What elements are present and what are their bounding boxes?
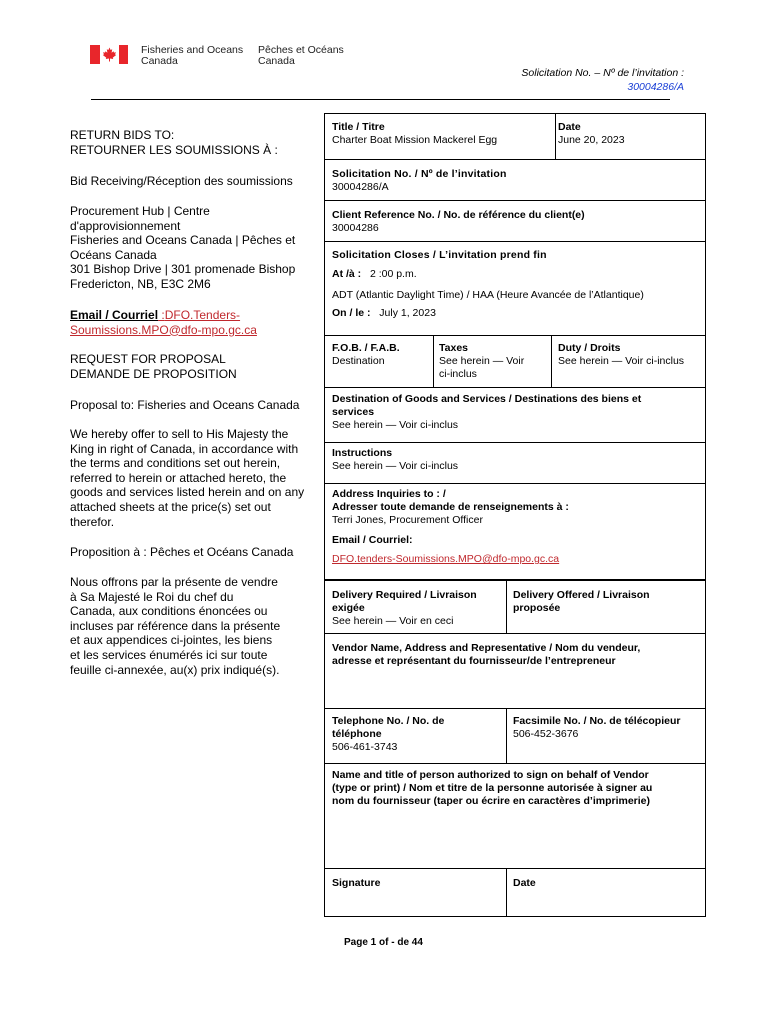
delivery-required-field: Delivery Required / Livraison exigée See herein — Voir en ceci (332, 589, 477, 627)
inquiries-email-link[interactable]: DFO.tenders-Soumissions.MPO@dfo-mpo.gc.ca (332, 553, 560, 566)
return-bids-heading: RETURN BIDS TO: RETOURNER LES SOUMISSIONS À : (70, 128, 278, 157)
fob-field: F.O.B. / F.A.B. Destination (332, 342, 400, 367)
vendor-name-field[interactable]: Vendor Name, Address and Representative / Nom du vendeur, adresse et représentant du fournisseur/de l’entrepreneur (332, 642, 641, 667)
authorized-signer-field[interactable]: Name and title of person authorized to sign on behalf of Vendor (type or print) / Nom et titre de la personne autorisée à signer au nom du fournisseur (taper ou écrire en caractères d’imprimerie) (332, 769, 653, 807)
delivery-offered-field[interactable]: Delivery Offered / Livraison proposée (513, 589, 650, 614)
maple-leaf-icon (102, 47, 117, 62)
telephone-value: 506-461-3743 (332, 740, 398, 753)
duty-field: Duty / Droits See herein — Voir ci-inclus (558, 342, 685, 367)
email-link-cont[interactable]: Soumissions.MPO@dfo-mpo.gc.ca (70, 322, 257, 337)
offer-text-fr: Nous offrons par la présente de vendre à Sa Majesté le Roi du chef du Canada, aux conditions énoncées ou incluses par référence dans la présente et aux appendices ci-jointes, les biens et les services énumérés ici sur toute feuille ci-annexée, au(x) prix indiqué(s). (70, 575, 281, 677)
date-value: June 20, 2023 (558, 133, 625, 146)
proposition-to: Proposition à : Pêches et Océans Canada (70, 545, 294, 559)
closing-time: 2 :00 p.m. (369, 267, 417, 280)
destination-field: Destination of Goods and Services / Destinations des biens et services See herein — Voir ci-inclus (332, 393, 642, 431)
return-address: Procurement Hub | Centre d'approvisionnement Fisheries and Oceans Canada | Pêches et Océans Canada 301 Bishop Drive | 301 promenade Bishop Fredericton, NB, E3C 2M6 (70, 204, 296, 291)
instructions-field: Instructions See herein — Voir ci-inclus (332, 447, 459, 472)
signature-date-field[interactable]: Date (513, 877, 536, 889)
closing-date: July 1, 2023 (379, 307, 436, 320)
taxes-field: Taxes See herein — Voir ci-inclus (439, 342, 525, 380)
inquiries-contact: Terri Jones, Procurement Officer (332, 513, 483, 526)
email-link[interactable]: DFO.Tenders- (164, 308, 241, 322)
solicitation-number-field: Solicitation No. / Nº de l’invitation 30004286/A (332, 168, 507, 193)
solicitation-header: Solicitation No. – Nº de l’invitation : 30004286/A (521, 67, 684, 93)
closing-timezone: ADT (Atlantic Daylight Time) / HAA (Heure Avancée de l’Atlantique) (332, 288, 644, 301)
header-divider (91, 99, 670, 100)
solicitation-header-number: 30004286/A (627, 81, 684, 93)
page-number: Page 1 of - de 44 (344, 937, 423, 948)
rfp-heading: REQUEST FOR PROPOSAL DEMANDE DE PROPOSITION (70, 352, 237, 381)
bid-receiving: Bid Receiving/Réception des soumissions (70, 174, 293, 188)
proposal-to: Proposal to: Fisheries and Oceans Canada (70, 398, 300, 412)
client-reference-field: Client Reference No. / No. de référence du client(e) 30004286 (332, 209, 585, 234)
canada-flag-logo (90, 45, 128, 64)
inquiries-field: Address Inquiries to : / Adresser toute demande de renseignements à : Terri Jones, Procurement Officer Email / Courriel: DFO.tenders-Soumissions.MPO@dfo-mpo.gc.ca (332, 488, 569, 566)
closing-field: Solicitation Closes / L’invitation prend fin At /à : 2 :00 p.m. ADT (Atlantic Daylight Time) / HAA (Heure Avancée de l’Atlantique) On / le : July 1, 2023 (332, 249, 644, 320)
email-label: Email / Courriel (70, 308, 159, 322)
title-value: Charter Boat Mission Mackerel Egg (332, 133, 498, 146)
return-email: Email / Courriel :DFO.Tenders- Soumissions.MPO@dfo-mpo.gc.ca (70, 308, 320, 337)
facsimile-value: 506-452-3676 (513, 727, 579, 740)
title-field: Title / Titre Charter Boat Mission Mackerel Egg (332, 121, 498, 146)
facsimile-field[interactable]: Facsimile No. / No. de télécopieur 506-452-3676 (513, 715, 681, 740)
offer-text-en: We hereby offer to sell to His Majesty the King in right of Canada, in accordance with the terms and conditions set out herein, referred to herein or attached hereto, the goods and services listed herein and on any attached sheets at the price(s) set out therefor. (70, 427, 305, 529)
date-field: Date June 20, 2023 (558, 121, 625, 146)
department-name-en: Fisheries and Oceans Canada (141, 44, 244, 67)
department-name-fr: Pêches et Océans Canada (258, 44, 344, 67)
telephone-field[interactable]: Telephone No. / No. de téléphone 506-461-3743 (332, 715, 445, 753)
signature-field[interactable]: Signature (332, 877, 381, 889)
